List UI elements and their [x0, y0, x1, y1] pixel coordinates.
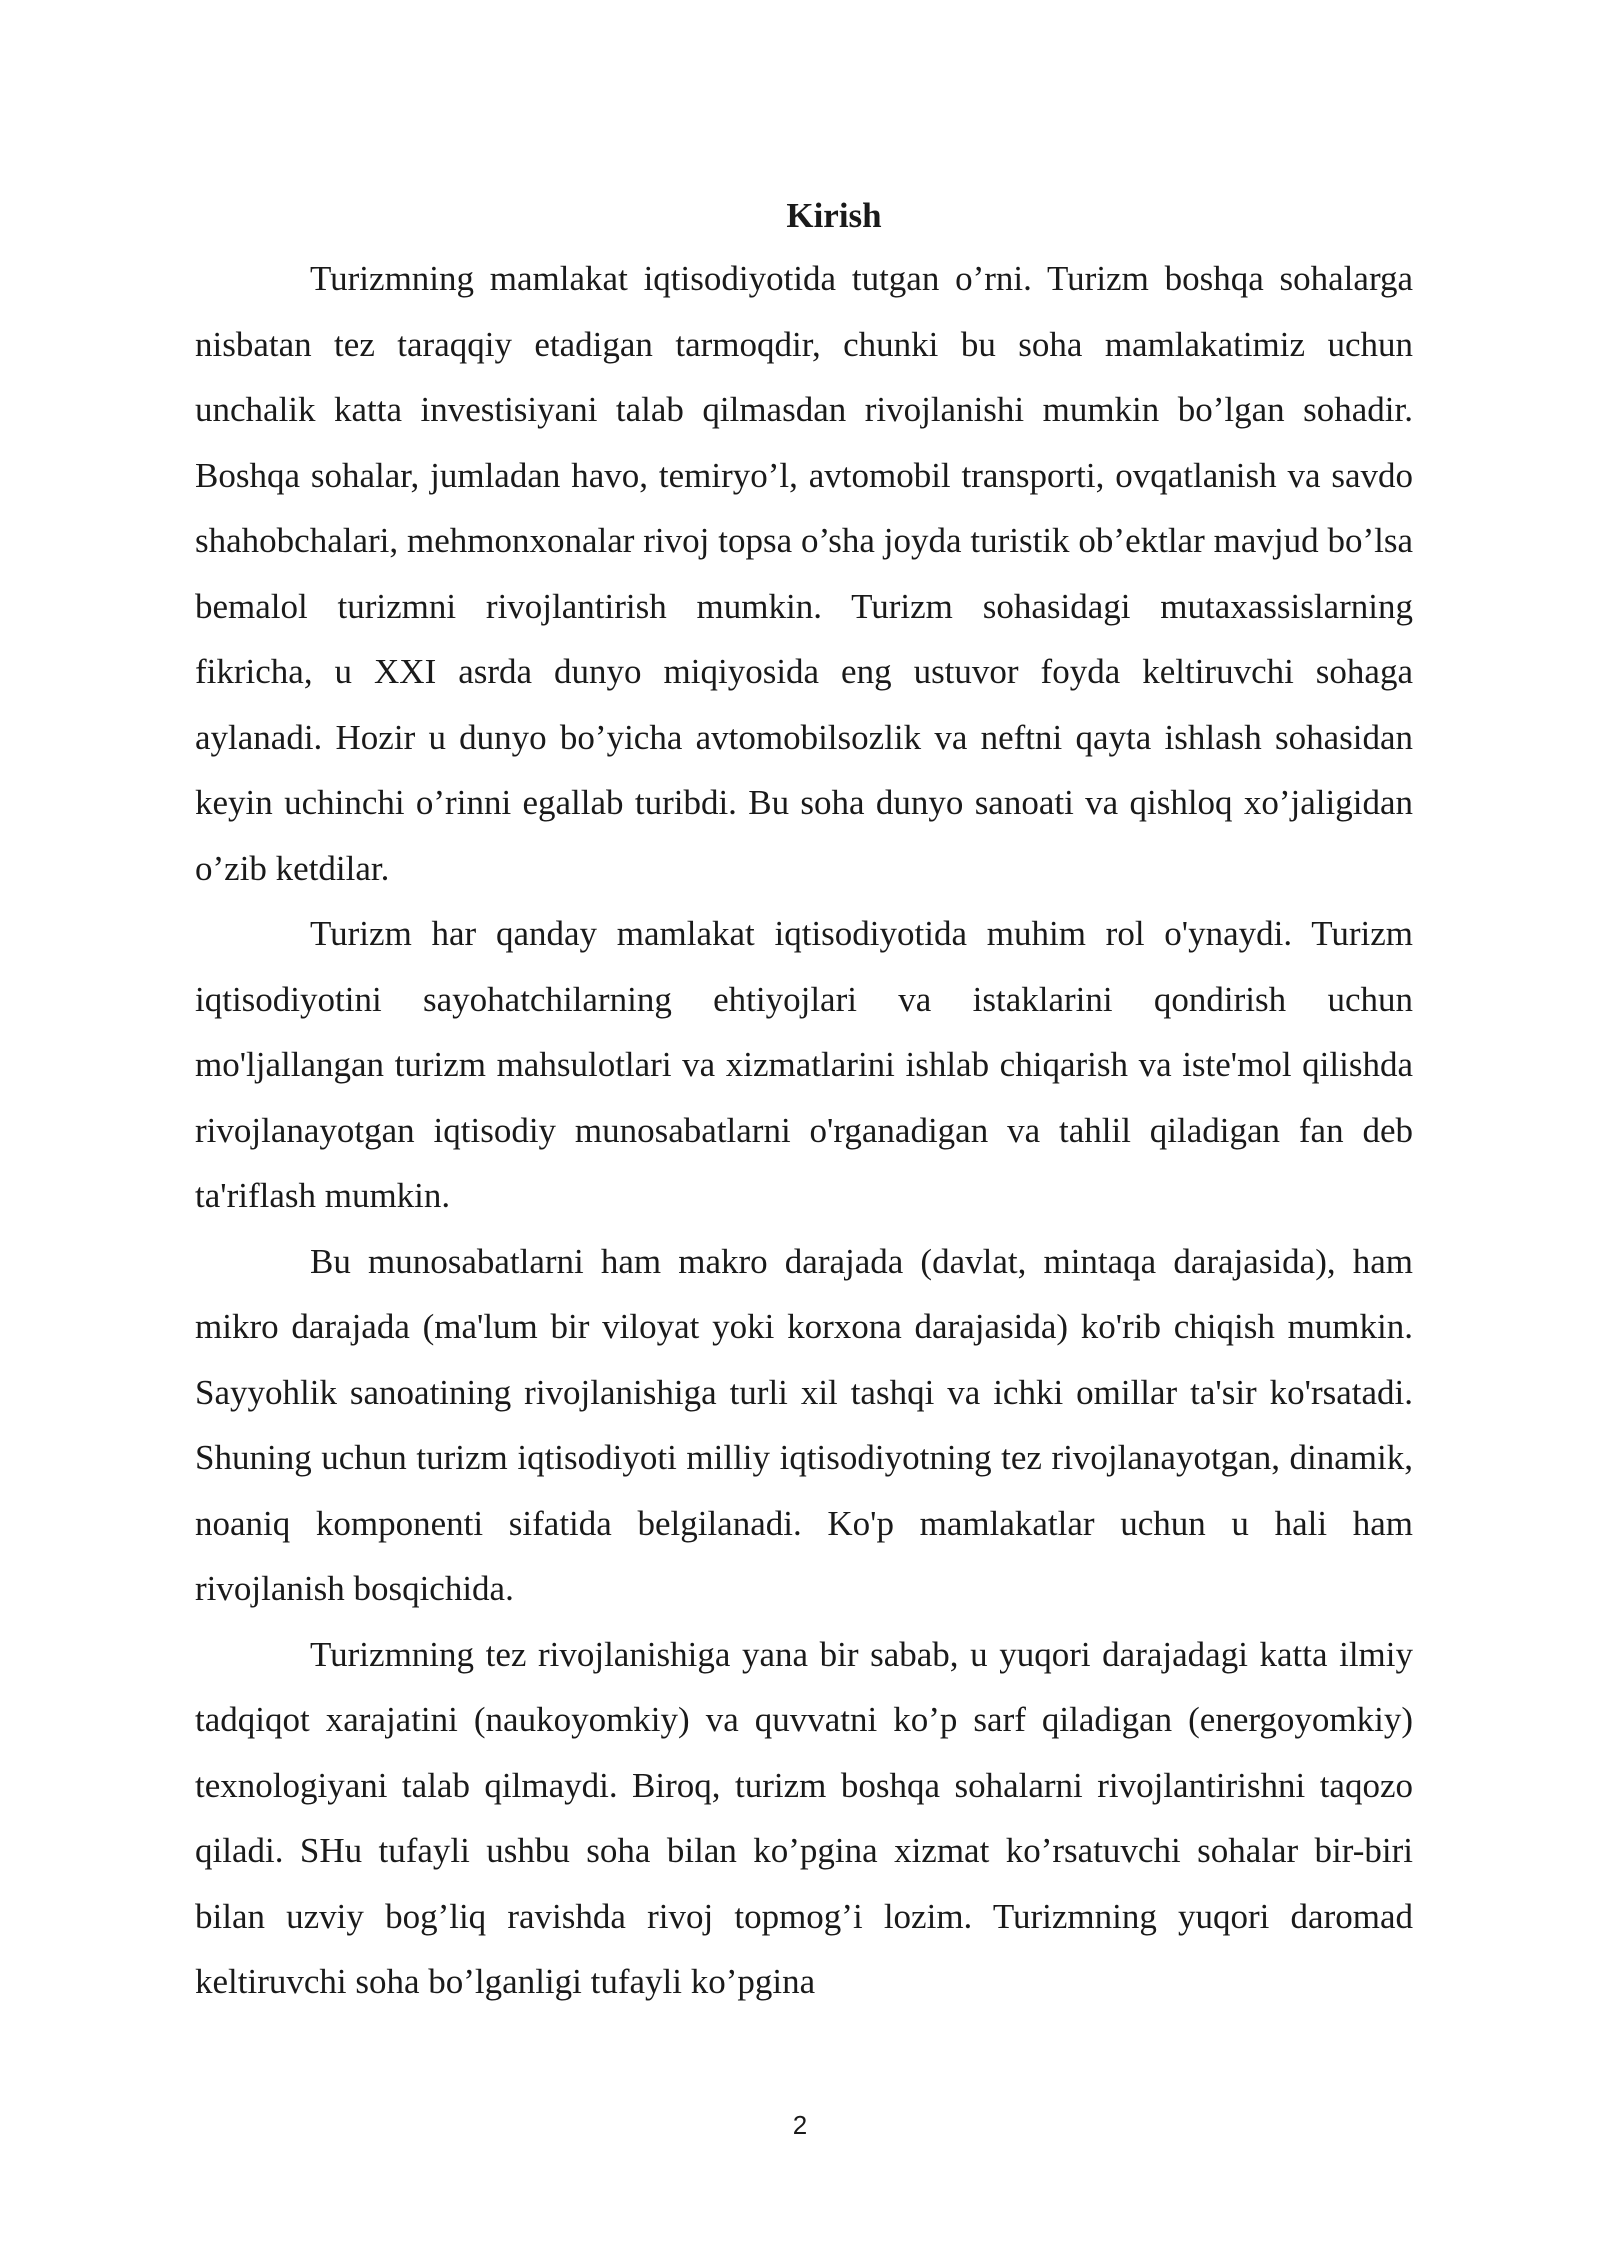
paragraph: Turizmning tez rivojlanishiga yana bir sabab, u yuqori darajadagi katta ilmiy tadqiqot xarajatini (naukoyomkiy) va quvvatni ko’p sarf qiladigan (energoyomkiy) texnologiyani talab qilmaydi. Biroq, turizm boshqa sohalarni rivojlantirishni taqozo qiladi. SHu tufayli ushbu soha bilan ko’pgina xizmat ko’rsatuvchi sohalar bir-biri bilan uzviy bog’liq ravishda rivoj topmog’i lozim. Turizmning yuqori daromad keltiruvchi soha bo’lganligi tufayli ko’pgina	[195, 1634, 1413, 2001]
document-body	[195, 186, 1413, 2015]
paragraph: Turizm har qanday mamlakat iqtisodiyotida muhim rol o'ynaydi. Turizm iqtisodiyotini sayohatchilarning ehtiyojlari va istaklarini qondirish uchun mo'ljallangan turizm mahsulotlari va xizmatlarini ishlab chiqarish va iste'mol qilishda rivojlanayotgan iqtisodiy munosabatlarni o'rganadigan va tahlil qiladigan fan deb ta'riflash mumkin.	[195, 914, 1413, 1215]
paragraph: Bu munosabatlarni ham makro darajada (davlat, mintaqa darajasida), ham mikro darajada (ma'lum bir viloyat yoki korxona darajasida) ko'rib chiqish mumkin. Sayyohlik sanoatining rivojlanishiga turli xil tashqi va ichki omillar ta'sir ko'rsatadi. Shuning uchun turizm iqtisodiyoti milliy iqtisodiyotning tez rivojlanayotgan, dinamik, noaniq komponenti sifatida belgilanadi. Ko'p mamlakatlar uchun u hali ham rivojlanish bosqichida.	[195, 1241, 1413, 1608]
section-title: Kirish	[786, 196, 882, 235]
paragraph: Turizmning mamlakat iqtisodiyotida tutgan o’rni. Turizm boshqa sohalarga nisbatan tez taraqqiy etadigan tarmoqdir, chunki bu soha mamlakatimiz uchun unchalik katta investisiyani talab qilmasdan rivojlanishi mumkin bo’lgan sohadir. Boshqa sohalar, jumladan havo, temiryo’l, avtomobil transporti, ovqatlanish va savdo shahobchalari, mehmonxonalar rivoj topsa o’sha joyda turistik ob’ektlar mavjud bo’lsa bemalol turizmni rivojlantirish mumkin. Turizm sohasidagi mutaxassislarning fikricha, u XXI asrda dunyo miqiyosida eng ustuvor foyda keltiruvchi sohaga aylanadi. Hozir u dunyo bo’yicha avtomobilsozlik va neftni qayta ishlash sohasidan keyin uchinchi o’rinni egallab turibdi. Bu soha dunyo sanoati va qishloq xo’jaligidan o’zib ketdilar.	[195, 259, 1413, 888]
page-number: 2	[792, 2110, 808, 2140]
